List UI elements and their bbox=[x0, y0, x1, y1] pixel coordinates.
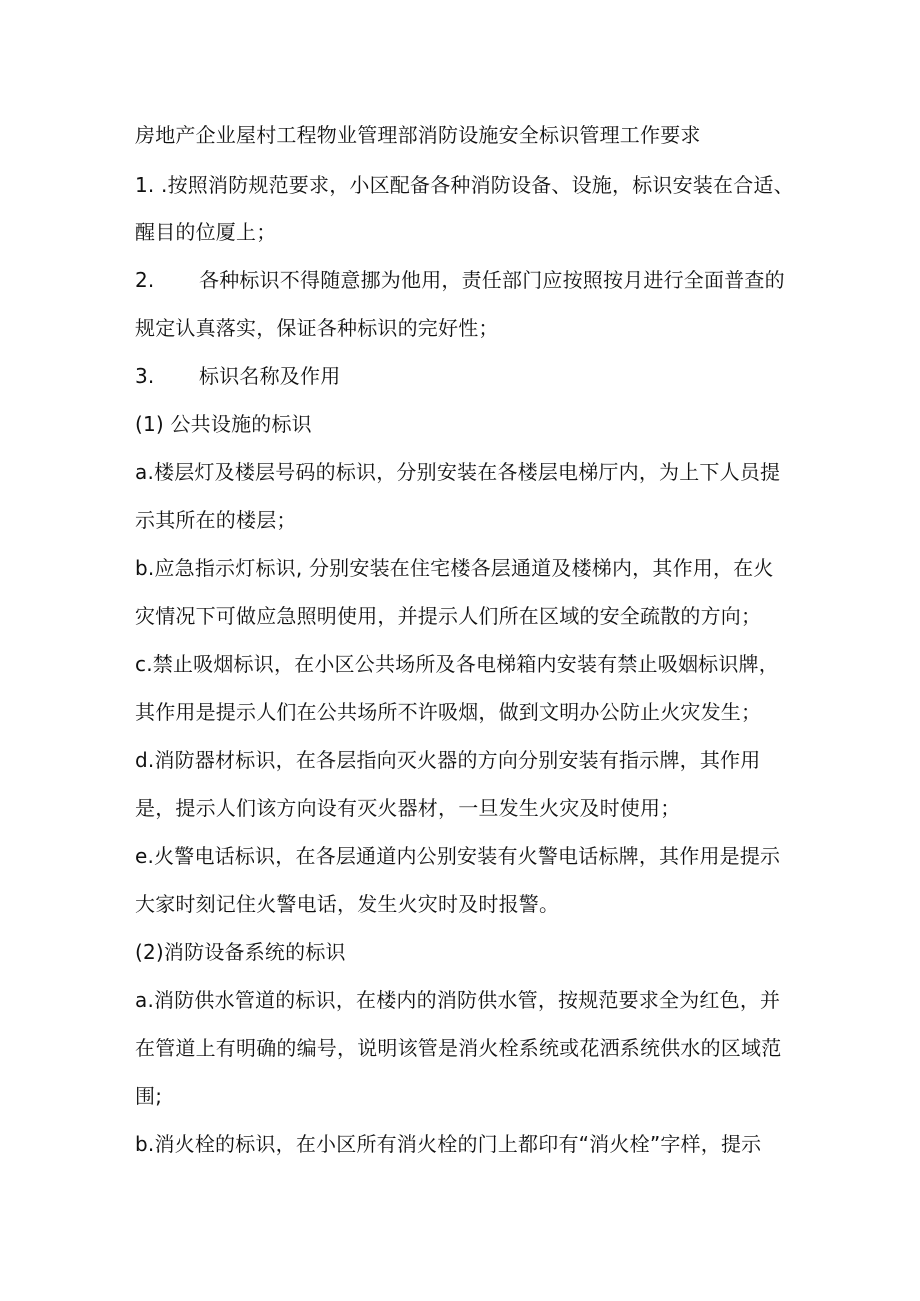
text-line-16: 大家时刻记住火警电话，发生火灾时及时报警。 bbox=[135, 892, 560, 916]
text-line-18: a.消防供水管道的标识，在楼内的消防供水管，按规范要求全为红色，并 bbox=[135, 988, 781, 1012]
text-line-9: b.应急指示灯标识, 分别安装在住宅楼各层通道及楼梯内，其作用，在火 bbox=[135, 556, 774, 580]
text-line-15: e.火警电话标识，在各层通道内公别安装有火警电话标牌，其作用是提示 bbox=[135, 844, 781, 868]
text-line-11: c.禁止吸烟标识，在小区公共场所及各电梯箱内安装有禁止吸姻标识牌， bbox=[135, 652, 779, 676]
document-title: 房地产企业屋村工程物业管理部消防设施安全标识管理工作要求 bbox=[135, 123, 701, 147]
text-line-20: 围; bbox=[135, 1084, 163, 1108]
text-line-4: 规定认真落实，保证各种标识的完好性； bbox=[135, 316, 499, 340]
text-line-21: b.消火栓的标识，在小区所有消火栓的门上都印有“消火栓”字样，提示 bbox=[135, 1132, 762, 1156]
text-line-2: 醒目的位厦上； bbox=[135, 220, 277, 244]
item-text: 标识名称及作用 bbox=[199, 364, 341, 388]
item-number: 2. bbox=[135, 268, 155, 292]
item-number: 3. bbox=[135, 364, 155, 388]
text-line-14: 是，提示人们该方向设有灭火器材，一旦发生火灾及时使用； bbox=[135, 796, 681, 820]
text-line-1: 1. .按照消防规范要求，小区配备各种消防设备、设施，标识安装在合适、 bbox=[135, 173, 794, 197]
text-line-19: 在管道上有明确的编号，说明该管是消火栓系统或花洒系统供水的区域范 bbox=[135, 1036, 782, 1060]
text-line-12: 其作用是提示人们在公共场所不许吸烟，做到文明办公防止火灾发生； bbox=[135, 700, 762, 724]
text-line-5 bbox=[135, 362, 340, 390]
item-text: 各种标识不得随意挪为他用，责任部门应按照按月进行全面普查的 bbox=[199, 268, 785, 292]
text-line-3 bbox=[135, 266, 785, 294]
text-line-10: 灾情况下可做应急照明使用，并提示人们所在区域的安全疏散的方向； bbox=[135, 604, 762, 628]
subheading-fire-system: (2)消防设备系统的标识 bbox=[135, 940, 346, 964]
text-line-8: 示其所在的楼层； bbox=[135, 508, 297, 532]
text-line-13: d.消防器材标识，在各层指向灭火器的方向分别安装有指示牌，其作用 bbox=[135, 748, 761, 772]
subheading-public-facilities: (1) 公共设施的标识 bbox=[135, 412, 312, 436]
text-line-7: a.楼层灯及楼层号码的标识，分别安装在各楼层电梯厅内，为上下人员提 bbox=[135, 460, 781, 484]
